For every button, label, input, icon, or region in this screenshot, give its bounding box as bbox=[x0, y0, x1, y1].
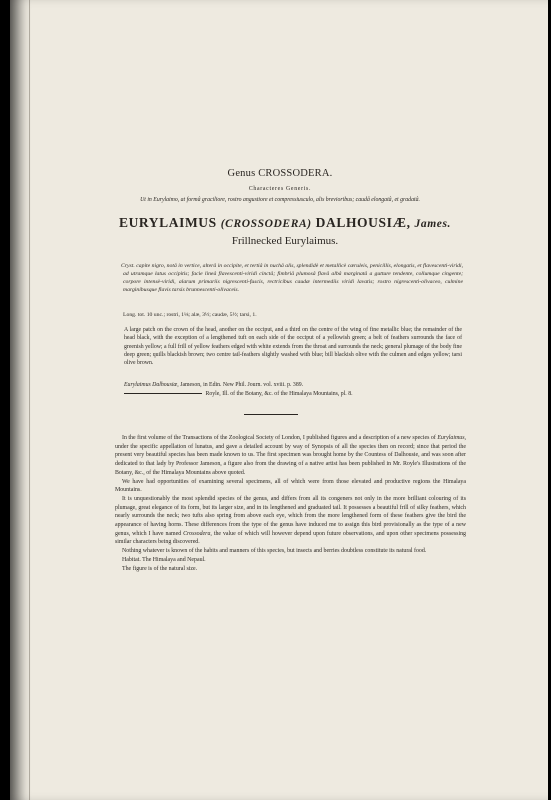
genus-name: CROSSODERA. bbox=[258, 168, 333, 179]
reference-2-source: Royle, Ill. of the Botany, &c. of the Himalaya Mountains, pl. 8. bbox=[205, 391, 353, 398]
latin-diagnosis: Cryst. capite nigro, notâ in vertice, alterâ in occipite, et tertiâ in nuchâ alis, splendidè et metallicè cæruleis, penicillis, elongatis, et flavescenti-viridi, ad utramque latus occipitis; facie lineâ flavescenti-viridi cinctâ; fimbriâ plumosâ flavâ albâ marginatâ a gutture tendente, collumque cingente; corpore intensè-viridi, alarum primariis nigrescenti-fuscis, rectricibus caudæ intermediis viridi lavatis; rostro nigrescenti-olivaceo, culmine marginibusque flavis tarsis brunnescenti-olivaceis. bbox=[121, 263, 463, 294]
ditto-rule bbox=[124, 393, 202, 394]
measurements: Long. tot. 10 unc.; rostri, 1⅛; alæ, 3½; caudæ, 5½; tarsi, 1. bbox=[123, 312, 257, 318]
species-genus: EURYLAIMUS bbox=[118, 215, 217, 230]
characters-heading: Characteres Generis. bbox=[248, 186, 312, 192]
reference-1 bbox=[124, 381, 462, 390]
body-paragraph-1-text-a: In the first volume of the Transactions of the Zoological Society of London, I published figures and a description of a new species of bbox=[122, 435, 438, 441]
section-divider bbox=[244, 414, 298, 415]
genus-heading bbox=[50, 168, 510, 179]
body-paragraph-5: Habitat. The Himalaya and Nepaul. bbox=[122, 556, 206, 563]
body-paragraph-3 bbox=[115, 495, 466, 547]
body-text bbox=[115, 434, 466, 573]
body-paragraph-1-text-b: , under the specific appellation of lunatus, and gave a detailed account by way of Synopsis of all the species then on record; since that period the present very beautiful species has been made known to us. The first specimen was brought home by the Countess of Dalhousie, and was soon after dedicated to that lady by Professor Jameson, a figure also from the drawing of a native artist has been published in Mr. Royle's Illustrations of the Botany, &c., of the Himalaya Mountains above quoted. bbox=[115, 435, 466, 476]
reference-1-title: Eurylaimus Dalhousiæ, bbox=[124, 382, 179, 388]
body-paragraph-1 bbox=[115, 434, 466, 478]
reference-2 bbox=[124, 390, 462, 399]
description-paragraph: A large patch on the crown of the head, another on the occiput, and a third on the centre of the wing of fine metallic blue; the remainder of the head black, with the exception of a lengthened tuft on each side of the occiput of a yellowish green; a belt of feathers surrounds the face of greenish yellow; a full frill of yellow feathers edged with white extends from the throat and surrounds the neck; general plumage of the body fine deep green; quills blackish brown; two centre tail-feathers slightly washed with blue; bill blackish olive with the culmen and edges yellow; tarsi olive brown. bbox=[124, 327, 462, 367]
spine-line bbox=[29, 0, 30, 800]
body-paragraph-3-text-a: It is unquestionably the most splendid species of the genus, and differs from all its congeners not only in the more brilliant colouring of its plumage, great elegance of its form, but its larger size, and in its lengthened and graduated tail. It possesses a beautiful frill of silky feathers, which nearly surrounds the neck; two tufts also spring from above each eye, which from the more lengthened form of these feathers give the bird the appearance of having horns. These differences from the type of the genus have induced me to assign this bird provisionally as the type of a new genus, which I have named bbox=[115, 495, 466, 537]
reference-1-source: Jameson, in Edin. New Phil. Journ. vol. xviii. p. 389. bbox=[180, 382, 304, 388]
body-paragraph-2: We have had opportunities of examining several specimens, all of which were from those elevated and productive regions the Himalaya Mountains. bbox=[115, 478, 466, 494]
characters-text: Ut in Eurylaimo, at formâ graciliore, rostro angustiore et compressiusculo, alis brevioribus; caudâ elongatâ, et gradatâ. bbox=[140, 197, 420, 203]
body-paragraph-3-text-b: , the value of which will however depend upon future observations, and upon other specimens possessing similar characters being discovered. bbox=[115, 530, 466, 546]
book-page bbox=[10, 0, 548, 800]
common-name: Frillnecked Eurylaimus. bbox=[231, 235, 339, 247]
body-paragraph-1-italic: Eurylaimus bbox=[437, 435, 465, 441]
species-author: James. bbox=[414, 218, 452, 230]
species-title bbox=[60, 215, 510, 231]
body-paragraph-3-italic: Crossodera bbox=[183, 530, 211, 537]
species-name: DALHOUSIÆ, bbox=[315, 215, 411, 230]
references bbox=[124, 381, 462, 399]
species-subgenus: (CROSSODERA) bbox=[220, 218, 312, 230]
genus-prefix: Genus bbox=[227, 168, 256, 179]
body-paragraph-6: The figure is of the natural size. bbox=[122, 565, 198, 572]
body-paragraph-4: Nothing whatever is known of the habits and manners of this species, but insects and berries doubtless constitute its natural food. bbox=[122, 548, 427, 555]
